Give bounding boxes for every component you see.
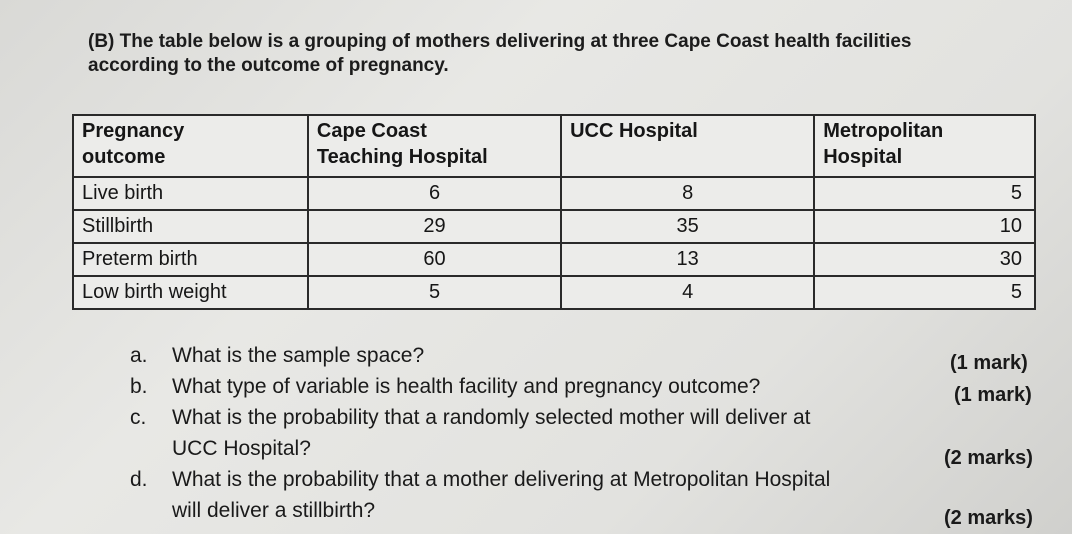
table-header-row [73, 115, 1035, 177]
header-ucc-hospital [561, 115, 814, 177]
questions-list [130, 340, 930, 526]
header-text: UCC Hospital [570, 120, 698, 142]
header-text: Teaching Hospital [316, 146, 488, 168]
row-label: Preterm birth [73, 243, 308, 276]
question-c [130, 402, 930, 464]
question-letter: d. [130, 468, 148, 491]
intro-line-2: according to the outcome of pregnancy. [88, 55, 449, 76]
table-cell: 5 [814, 177, 1035, 210]
header-text: Metropolitan [823, 120, 944, 142]
question-text [172, 464, 930, 526]
header-text: Pregnancy [82, 120, 185, 142]
table-row [73, 177, 1035, 210]
question-text-line: UCC Hospital? [172, 437, 311, 460]
table-cell: 30 [814, 243, 1035, 276]
header-text: outcome [82, 146, 166, 168]
table-cell: 29 [308, 210, 561, 243]
header-pregnancy-outcome [73, 115, 308, 177]
question-b [130, 371, 930, 402]
mark-question-c: (2 marks) [944, 447, 1033, 469]
intro-paragraph [88, 30, 1008, 78]
table-cell: 10 [814, 210, 1035, 243]
table-cell: 8 [561, 177, 814, 210]
mark-question-d: (2 marks) [944, 507, 1033, 529]
question-text: What is the sample space? [172, 344, 425, 367]
row-label: Live birth [73, 177, 308, 210]
pregnancy-outcome-table [72, 114, 1036, 310]
question-text-line: will deliver a stillbirth? [172, 499, 376, 522]
table-cell: 4 [561, 276, 814, 309]
table-cell: 5 [814, 276, 1035, 309]
mark-question-b: (1 mark) [954, 384, 1032, 406]
row-label: Stillbirth [73, 210, 308, 243]
question-text-line: What is the probability that a mother delivering at Metropolitan Hospital [172, 468, 831, 491]
header-metropolitan-hospital [814, 115, 1035, 177]
table-row [73, 243, 1035, 276]
question-text [172, 402, 930, 464]
question-letter: b. [130, 375, 148, 398]
table-cell: 60 [308, 243, 561, 276]
question-letter: a. [130, 344, 148, 367]
table-cell: 35 [561, 210, 814, 243]
header-text: Hospital [823, 146, 903, 168]
question-text-line: What is the probability that a randomly selected mother will deliver at [172, 406, 811, 429]
table-cell: 6 [308, 177, 561, 210]
header-text: Cape Coast [316, 120, 427, 142]
table-cell: 13 [561, 243, 814, 276]
question-a [130, 340, 930, 371]
header-cape-coast-teaching-hospital [308, 115, 561, 177]
table-cell: 5 [308, 276, 561, 309]
row-label: Low birth weight [73, 276, 308, 309]
intro-line-1: (B) The table below is a grouping of mothers delivering at three Cape Coast health facilities [88, 31, 912, 52]
question-letter: c. [130, 406, 147, 429]
table-row [73, 210, 1035, 243]
mark-question-a: (1 mark) [950, 352, 1028, 374]
question-text: What type of variable is health facility and pregnancy outcome? [172, 375, 761, 398]
table-row [73, 276, 1035, 309]
question-d [130, 464, 930, 526]
